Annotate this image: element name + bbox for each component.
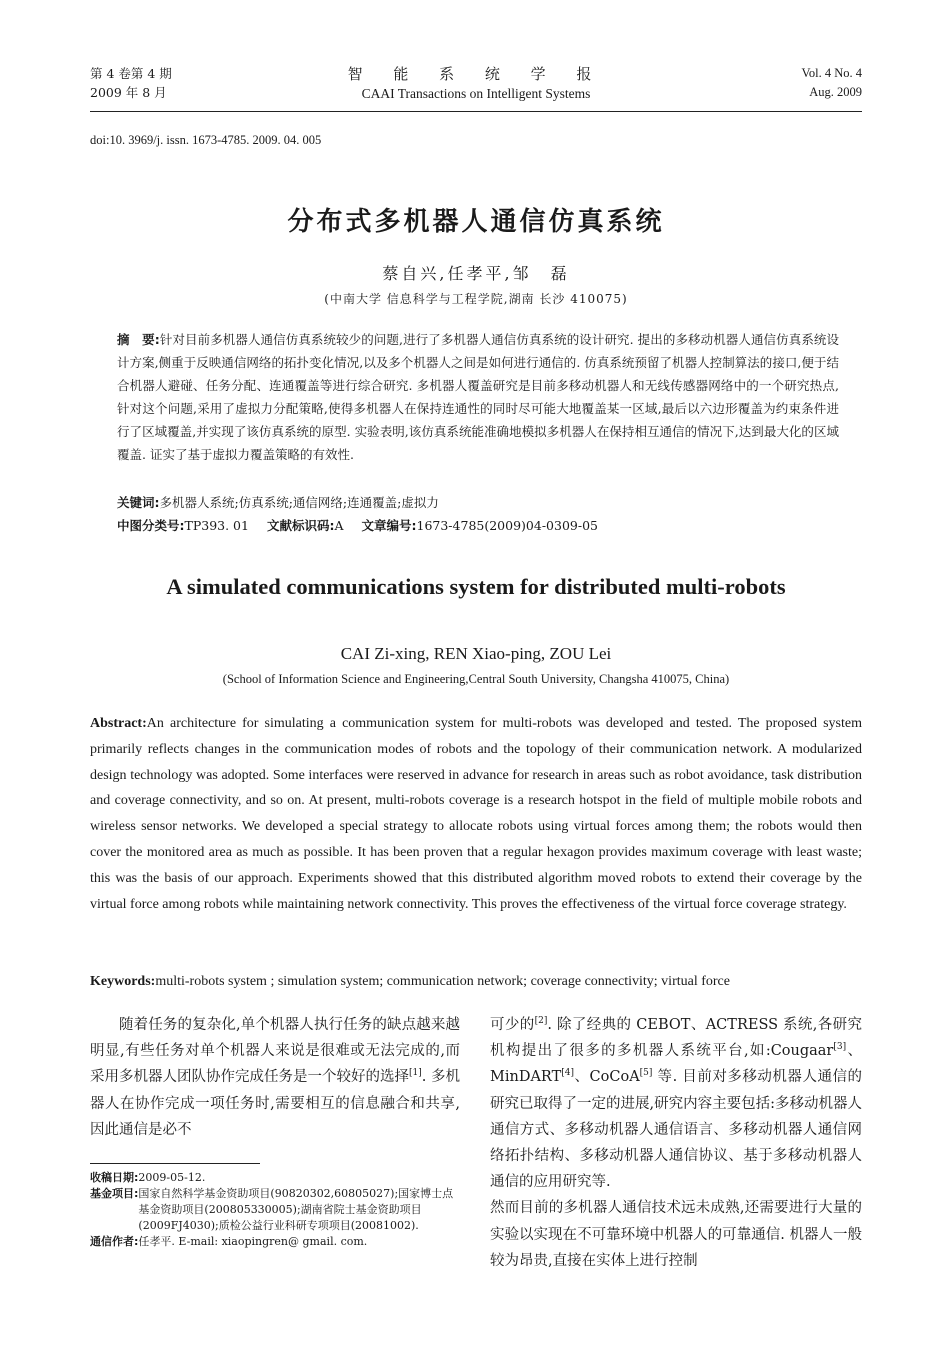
volume-issue: 第 4 卷第 4 期 bbox=[90, 66, 172, 81]
footnote-correspondence bbox=[90, 1234, 462, 1250]
footnote-rule bbox=[90, 1163, 260, 1164]
footnote-funding bbox=[90, 1186, 462, 1234]
paper-title-cn: 分布式多机器人通信仿真系统 bbox=[287, 207, 665, 237]
body-text: . 除了经典的 CEBOT、ACTRESS 系统,各研究机构提出了很多的多机器人系统平台,如:Cougaar bbox=[490, 1017, 863, 1060]
citation[interactable]: [2] bbox=[534, 1016, 548, 1026]
abstract-en bbox=[90, 711, 862, 917]
body-text: 然而目前的多机器人通信技术远未成熟,还需要进行大量的实验以实现在不可靠环境中机器人的可靠通信. 机器人一般较为昂贵,直接在实体上进行控制 bbox=[490, 1200, 862, 1269]
article-no-label: 文章编号: bbox=[361, 518, 417, 533]
footnote-text: 任孝平. E-mail: xiaopingren@ gmail. com. bbox=[138, 1235, 368, 1248]
body-text: 、MinDART bbox=[490, 1043, 862, 1086]
footnote-label: 收稿日期: bbox=[90, 1171, 139, 1184]
footnote-text: 国家自然科学基金资助项目(90820302,60805027);国家博士点基金资助项目(200805330005);湖南省院士基金资助项目(2009FJ4030);质检公益行业科研专项项目(20081002). bbox=[138, 1187, 454, 1232]
citation[interactable]: [5] bbox=[639, 1068, 653, 1079]
body-paragraph bbox=[490, 1012, 862, 1195]
doc-code-value: A bbox=[334, 518, 344, 533]
body-column-left bbox=[90, 1012, 460, 1143]
footnote-text: 2009-05-12. bbox=[138, 1171, 206, 1184]
footnotes bbox=[90, 1170, 462, 1250]
body-paragraph bbox=[90, 1012, 460, 1143]
body-text: 等. 目前对多移动机器人通信的研究已取得了一定的进展,研究内容主要包括:多移动机器人通信方式、多移动机器人通信语言、多移动机器人通信网络拓扑结构、多移动机器人通信协议、基于多移动机器人通信的应用研究等. bbox=[490, 1069, 862, 1191]
body-text: 可少的 bbox=[490, 1017, 535, 1033]
doi: doi:10. 3969/j. issn. 1673-4785. 2009. 04. 005 bbox=[90, 133, 322, 147]
affiliation-cn: (中南大学 信息科学与工程学院,湖南 长沙 410075) bbox=[324, 292, 628, 306]
body-text: . 多机器人在协作完成一项任务时,需要相互的信息融合和共享,因此通信是必不 bbox=[90, 1069, 461, 1138]
authors-cn: 蔡自兴,任孝平,邹 磊 bbox=[382, 264, 570, 283]
classification-line bbox=[117, 515, 839, 537]
journal-name bbox=[90, 64, 862, 103]
paper-title-en: A simulated communications system for distributed multi-robots bbox=[166, 574, 786, 599]
affiliation-en: (School of Information Science and Engineering,Central South University, Changsha 410075, China) bbox=[222, 672, 730, 686]
footnote-received bbox=[90, 1170, 462, 1186]
header-rule bbox=[90, 111, 862, 112]
article-no-value: 1673-4785(2009)04-0309-05 bbox=[416, 518, 598, 533]
body-text: 随着任务的复杂化,单个机器人执行任务的缺点越来越明显,有些任务对单个机器人来说是很难或无法完成的,而采用多机器人团队协作完成任务是一个较好的选择 bbox=[90, 1017, 460, 1086]
clc-label: 中图分类号: bbox=[117, 518, 185, 533]
running-header bbox=[90, 62, 862, 112]
keywords-cn bbox=[117, 492, 839, 514]
doc-code-label: 文献标识码: bbox=[266, 518, 335, 533]
clc-value: TP393. 01 bbox=[184, 518, 249, 533]
issue-info-en bbox=[801, 64, 862, 102]
issue-date: 2009 年 8 月 bbox=[90, 85, 167, 100]
body-column-right bbox=[490, 1012, 862, 1274]
keywords-cn-text: 多机器人系统;仿真系统;通信网络;连通覆盖;虚拟力 bbox=[159, 495, 439, 510]
authors-en: CAI Zi-xing, REN Xiao-ping, ZOU Lei bbox=[340, 644, 612, 663]
abstract-cn-label: 摘 要: bbox=[117, 332, 160, 347]
keywords-en bbox=[90, 970, 862, 994]
keywords-cn-label: 关键词: bbox=[117, 495, 160, 510]
citation[interactable]: [4] bbox=[561, 1068, 575, 1079]
issue-date-en: Aug. 2009 bbox=[809, 85, 862, 99]
abstract-en-label: Abstract: bbox=[90, 716, 147, 731]
abstract-cn-text: 针对目前多机器人通信仿真系统较少的问题,进行了多机器人通信仿真系统的设计研究. 提出的多移动机器人通信仿真系统设计方案,侧重于反映通信网络的拓扑变化情况,以及多个机器人之间是如何进行通信的. 仿真系统预留了机器人控制算法的接口,便于结合机器人避碰、任务分配、连通覆盖等进行综合研究. 多机器人覆盖研究是目前多移动机器人和无线传感器网络中的一个研究热点,针对这个问题,采用了虚拟力分配策略,使得多机器人在保持连通性的同时尽可能大地覆盖某一区域,最后以六边形覆盖为约束条件进行了区域覆盖,并实现了该仿真系统的原型. 实验表明,该仿真系统能准确地模拟多机器人在保持相互通信的情况下,达到最大化的区域覆盖. 证实了基于虚拟力覆盖策略的有效性. bbox=[117, 332, 839, 462]
keywords-en-label: Keywords: bbox=[90, 974, 156, 989]
abstract-en-text: An architecture for simulating a communication system for multi-robots was developed and tested. The proposed system primarily reflects changes in the communication modes of robots and the topology of their communication network. A modularized design technology was adopted. Some interfaces were reserved in advance for research in areas such as robot avoidance, task distribution and coverage connectivity, and so on. At present, multi-robots coverage is a research hotspot in the field of multiple mobile robots and wireless sensor networks. We developed a special strategy to allocate robots using virtual forces among them; the robots would then cover the monitored area as much as possible. It has been proven that a regular hexagon provides maximum coverage with least waste; this was the basis of our approach. Experiments showed that this distributed algorithm moved robots to extend their coverage by the virtual force among robots while maintaining network connectivity. This proves the effectiveness of the virtual force coverage strategy. bbox=[90, 716, 862, 912]
footnote-label: 通信作者: bbox=[90, 1235, 139, 1248]
journal-name-cn: 智 能 系 统 学 报 bbox=[347, 65, 605, 83]
citation[interactable]: [3] bbox=[833, 1042, 847, 1053]
footnote-label: 基金项目: bbox=[90, 1187, 139, 1200]
volume-issue-en: Vol. 4 No. 4 bbox=[801, 66, 862, 80]
abstract-cn bbox=[117, 328, 839, 466]
body-paragraph bbox=[490, 1195, 862, 1274]
citation[interactable]: [1] bbox=[409, 1068, 422, 1079]
keywords-en-text: multi-robots system ; simulation system; communication network; coverage connectivity; virtual force bbox=[155, 974, 730, 989]
journal-name-en: CAAI Transactions on Intelligent Systems bbox=[361, 86, 591, 101]
body-text: 、CoCoA bbox=[574, 1069, 640, 1086]
